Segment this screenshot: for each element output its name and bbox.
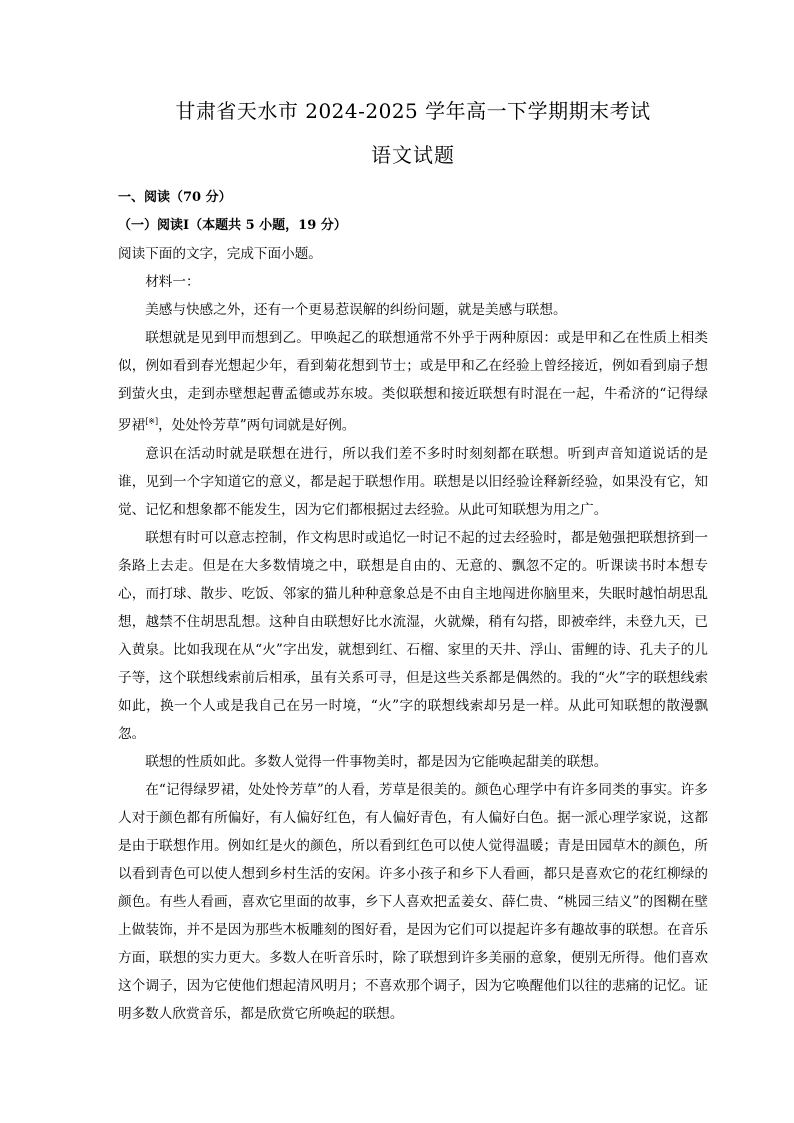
section-subheading: （一）阅读Ⅰ（本题共 5 小题，19 分） [118, 218, 347, 233]
material-label: 材料一： [145, 274, 200, 290]
paragraph-2-part-b: ，处处怜芳草”两句词就是好例。 [158, 417, 356, 434]
page-title: 甘肃省天水市 2024-2025 学年高一下学期期末考试 [175, 99, 651, 123]
paragraph-2 [118, 324, 708, 440]
paragraph-6: 在“记得绿罗裙，处处怜芳草”的人看，芳草是很美的。颜色心理学中有许多同类的事实。许多人对于颜色都有所偏好，有人偏好红色，有人偏好青色，有人偏好白色。据一派心理学家说，这都是由于联想作用。例如红是火的颜色，所以看到红色可以使人觉得温暖；青是田园草木的颜色，所以看到青色可以使人想到乡村生活的安闲。许多小孩子和乡下人看画，都只是喜欢它的花红柳绿的颜色。有些人看画，喜欢它里面的故事，乡下人喜欢把孟姜女、薛仁贵、“桃园三结义”的图糊在壁上做装饰，并不是因为那些木板雕刻的图好看，是因为它们可以提起许多有趣故事的联想。在音乐方面，联想的实力更大。多数人在听音乐时，除了联想到许多美丽的意象，便别无所得。他们喜欢这个调子，因为它使他们想起清风明月；不喜欢那个调子，因为它唤醒他们以往的悲痛的记忆。证明多数人欣赏音乐，都是欣赏它所唤起的联想。 [118, 781, 708, 1022]
paragraph-1: 美感与快感之外，还有一个更易惹误解的纠纷问题，就是美感与联想。 [145, 302, 567, 318]
paragraph-2-part-a: 联想就是见到甲而想到乙。甲唤起乙的联想通常不外乎于两种原因：或是甲和乙在性质上相类似，例如看到春光想起少年，看到菊花想到节士；或是甲和乙在经验上曾经接近，例如看到扇子想到萤火虫，走到赤壁想起曹孟德或苏东坡。类似联想和接近联想有时混在一起，牛希济的“记得绿罗裙 [118, 330, 708, 434]
instruction-text: 阅读下面的文字，完成下面小题。 [118, 246, 322, 262]
section-heading: 一、阅读（70 分） [118, 190, 232, 205]
paragraph-5: 联想的性质如此。多数人觉得一件事物美时，都是因为它能唤起甜美的联想。 [145, 753, 608, 770]
page-subtitle: 语文试题 [371, 143, 455, 167]
paragraph-3: 意识在活动时就是联想在进行，所以我们差不多时时刻刻都在联想。听到声音知道说话的是谁，见到一个字知道它的意义，都是起于联想作用。联想是以旧经验诠释新经验，如果没有它，知觉、记忆和想象都不能发生，因为它们都根据过去经验。从此可知联想为用之广。 [118, 445, 708, 518]
paragraph-4: 联想有时可以意志控制，作文构思时或追忆一时记不起的过去经验时，都是勉强把联想挤到一条路上去走。但是在大多数情境之中，联想是自由的、无意的、飘忽不定的。听课读书时本想专心，而打球、散步、吃饭、邻家的猫儿种种意象总是不由自主地闯进你脑里来，失眠时越怕胡思乱想，越禁不住胡思乱想。这种自由联想好比水流湿，火就燥，稍有勾搭，即被牵绊，未登九天，已入黄泉。比如我现在从“火”字出发，就想到红、石榴、家里的天井、浮山、雷鲤的诗、孔夫子的儿子等，这个联想线索前后相承，虽有关系可寻，但是这些关系都是偶然的。我的“火”字的联想线索如此，换一个人或是我自己在另一时境，“火”字的联想线索却另是一样。从此可知联想的散漫飘忽。 [118, 529, 708, 742]
footnote-marker: [※] [145, 417, 159, 426]
